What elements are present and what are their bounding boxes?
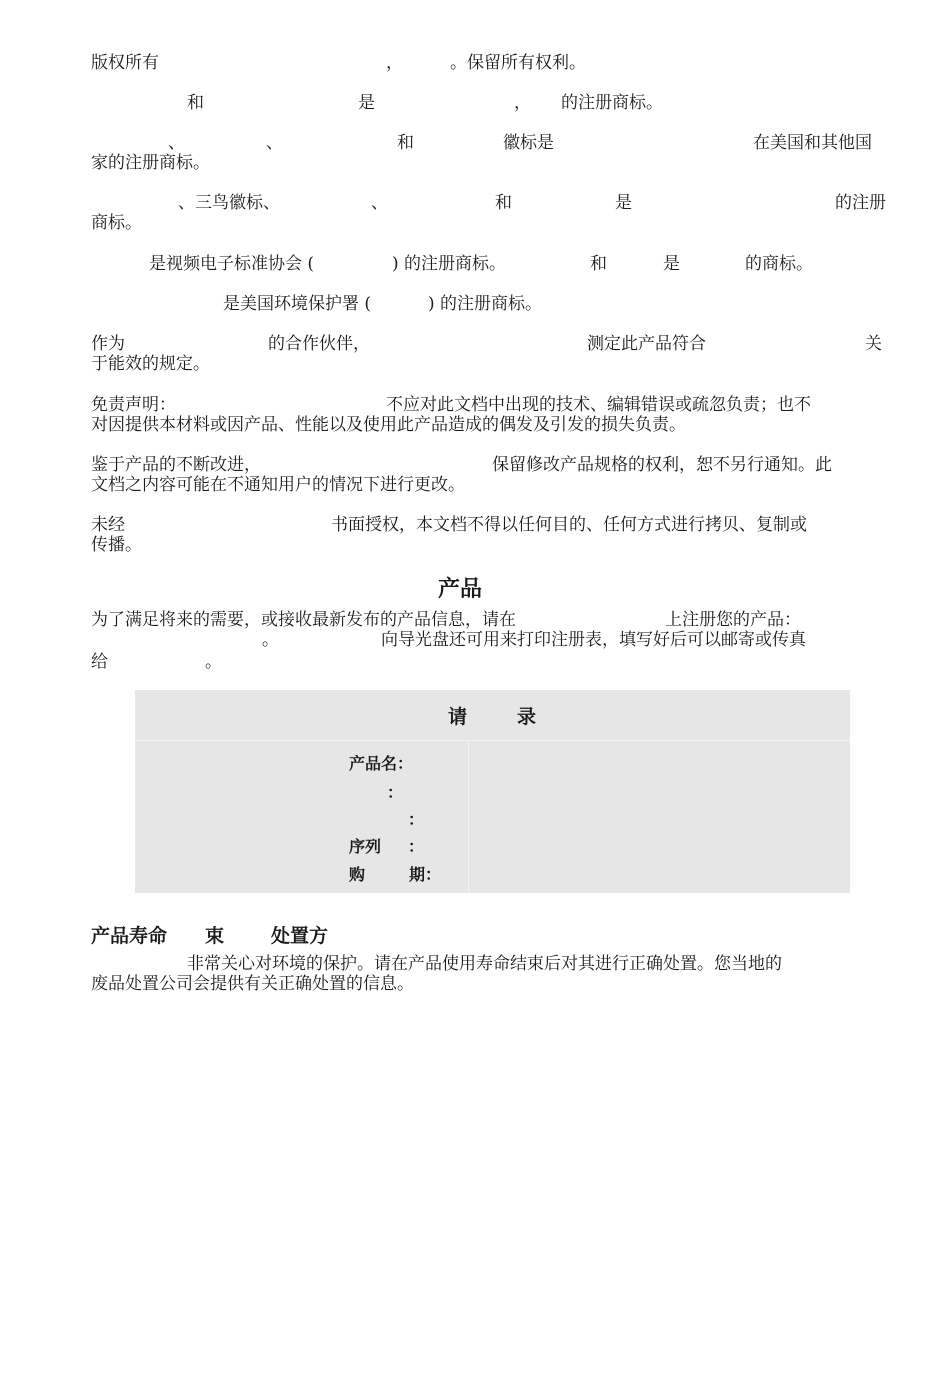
disposal-heading-text: 束 — [205, 925, 225, 947]
page-title: 产品 — [438, 577, 483, 602]
form-header-text: 录 — [517, 706, 537, 728]
form-divider — [468, 740, 469, 893]
energy-text: 测定此产品符合 — [587, 334, 706, 354]
trademark-text: 、 — [266, 133, 283, 153]
trademark-text: 的商标。 — [745, 254, 813, 274]
copyright-text: 。保留所有权利。 — [450, 53, 586, 73]
notice-text: 书面授权，本文档不得以任何目的、任何方式进行拷贝、复制或 — [331, 515, 807, 535]
disclaimer-text: 对因提供本材料或因产品、性能以及使用此产品造成的偶发及引发的损失负责。 — [91, 415, 686, 435]
form-field-label: 产品名： — [349, 754, 414, 773]
energy-text: 的合作伙伴， — [268, 334, 370, 354]
disclaimer-text: 不应对此文档中出现的技术、编辑错误或疏忽负责；也不 — [386, 395, 811, 415]
trademark-text: 和 — [397, 133, 414, 153]
trademark-text: 是 — [615, 193, 632, 213]
trademark-text: 、 — [168, 133, 185, 153]
form-field-label: 购 — [349, 865, 366, 884]
energy-text: 于能效的规定。 — [91, 354, 210, 374]
trademark-text: ) 的注册商标。 — [428, 294, 543, 314]
trademark-text: 、三鸟徽标、 — [178, 193, 280, 213]
trademark-text: 在美国和其他国 — [753, 133, 872, 153]
trademark-text: 是 — [358, 93, 375, 113]
copyright-text: ， — [386, 53, 403, 73]
trademark-text: ， — [514, 93, 531, 113]
trademark-text: 家的注册商标。 — [91, 153, 210, 173]
registration-form-box — [135, 690, 850, 893]
registration-text: 。 — [205, 652, 222, 672]
disposal-heading-text: 处置方 — [271, 925, 329, 947]
form-field-label: ： — [387, 783, 404, 802]
registration-text: 。 — [262, 630, 279, 650]
trademark-text: 是视频电子标准协会 ( — [149, 254, 315, 274]
notice-text: 未经 — [91, 515, 125, 535]
energy-text: 关 — [865, 334, 882, 354]
disclaimer-text: 免责声明： — [91, 395, 176, 415]
notice-text: 保留修改产品规格的权利，恕不另行通知。此 — [492, 455, 832, 475]
form-field-label: 期： — [409, 865, 442, 884]
disposal-heading-text: 产品寿命 — [91, 925, 168, 947]
trademark-text: 和 — [590, 254, 607, 274]
notice-text: 传播。 — [91, 535, 142, 555]
form-divider — [135, 740, 850, 741]
notice-text: 文档之内容可能在不通知用户的情况下进行更改。 — [91, 475, 465, 495]
trademark-text: 和 — [495, 193, 512, 213]
energy-text: 作为 — [91, 334, 125, 354]
trademark-text: ) 的注册商标。 — [392, 254, 507, 274]
registration-text: 向导光盘还可用来打印注册表，填写好后可以邮寄或传真 — [381, 630, 806, 650]
trademark-text: 徽标是 — [503, 133, 554, 153]
form-field-label: 序列 — [349, 837, 382, 856]
trademark-text: 商标。 — [91, 213, 142, 233]
copyright-text: 版权所有 — [91, 53, 159, 73]
form-field-label: ： — [408, 810, 425, 829]
trademark-text: 的注册商标。 — [561, 93, 663, 113]
disposal-text: 废品处置公司会提供有关正确处置的信息。 — [91, 974, 414, 994]
registration-text: 上注册您的产品： — [665, 610, 801, 630]
registration-text: 给 — [91, 652, 108, 672]
trademark-text: 、 — [371, 193, 388, 213]
form-field-label: ： — [408, 837, 425, 856]
trademark-text: 和 — [187, 93, 204, 113]
form-header-text: 请 — [448, 706, 468, 728]
trademark-text: 是 — [663, 254, 680, 274]
registration-text: 为了满足将来的需要，或接收最新发布的产品信息，请在 — [91, 610, 516, 630]
trademark-text: 是美国环境保护署 ( — [223, 294, 372, 314]
form-header — [135, 690, 850, 740]
trademark-text: 的注册 — [835, 193, 886, 213]
notice-text: 鉴于产品的不断改进， — [91, 455, 261, 475]
disposal-text: 非常关心对环境的保护。请在产品使用寿命结束后对其进行正确处置。您当地的 — [187, 954, 782, 974]
